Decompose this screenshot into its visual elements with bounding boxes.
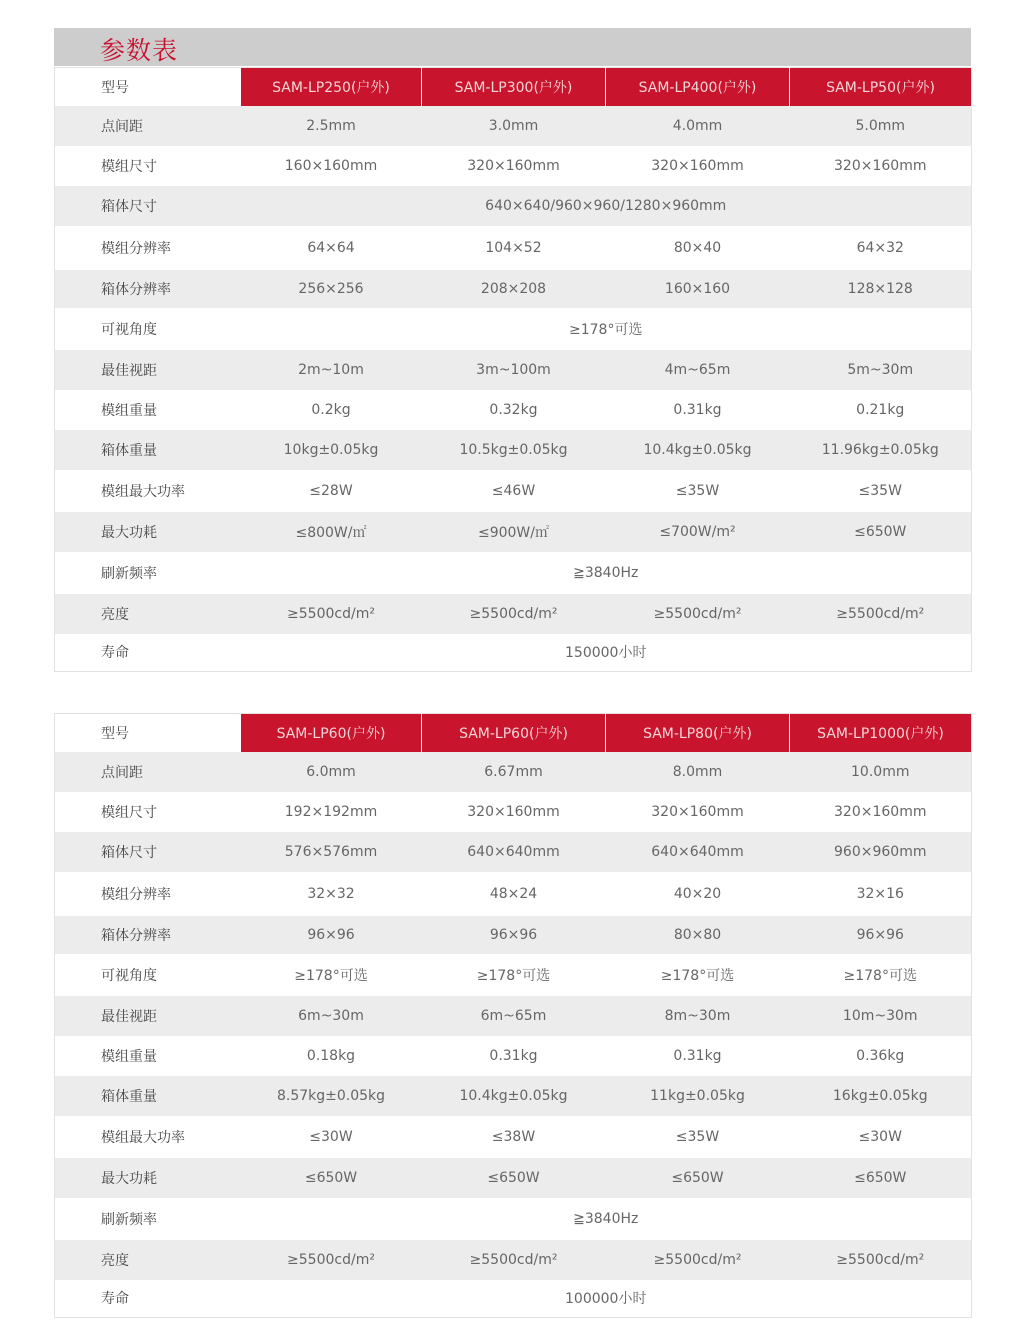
value-cell: 320×160mm bbox=[606, 792, 790, 832]
value-cell: 10.4kg±0.05kg bbox=[606, 430, 790, 470]
value-cell: 32×16 bbox=[790, 872, 972, 916]
table-row bbox=[55, 350, 972, 390]
row-label: 模组重量 bbox=[55, 390, 241, 430]
value-cell: 32×32 bbox=[241, 872, 422, 916]
value-cell: 11.96kg±0.05kg bbox=[790, 430, 972, 470]
value-cell: 48×24 bbox=[422, 872, 606, 916]
value-cell: 0.18kg bbox=[241, 1036, 422, 1076]
value-cell: ≥178°可选 bbox=[790, 954, 972, 996]
table-row bbox=[55, 270, 972, 308]
value-cell: ≥5500cd/m² bbox=[790, 1240, 972, 1280]
value-cell: 64×32 bbox=[790, 226, 972, 270]
value-cell: ≤35W bbox=[606, 1116, 790, 1158]
value-cell: 3m~100m bbox=[422, 350, 606, 390]
table-row bbox=[55, 470, 972, 512]
value-cell: ≥178°可选 bbox=[422, 954, 606, 996]
value-cell: 8.0mm bbox=[606, 752, 790, 792]
header-label: 型号 bbox=[55, 68, 241, 106]
value-cell: 6.67mm bbox=[422, 752, 606, 792]
table-row bbox=[55, 1036, 972, 1076]
value-cell: 640×640mm bbox=[422, 832, 606, 872]
value-cell: 2m~10m bbox=[241, 350, 422, 390]
value-cell: 96×96 bbox=[790, 916, 972, 954]
value-cell: 80×80 bbox=[606, 916, 790, 954]
row-label: 亮度 bbox=[55, 1240, 241, 1280]
value-cell: 0.32kg bbox=[422, 390, 606, 430]
row-label: 箱体重量 bbox=[55, 1076, 241, 1116]
value-cell: 160×160 bbox=[606, 270, 790, 308]
row-label: 最大功耗 bbox=[55, 512, 241, 552]
table-row bbox=[55, 226, 972, 270]
table-row bbox=[55, 512, 972, 552]
value-cell: 10m~30m bbox=[790, 996, 972, 1036]
spec-table-1 bbox=[54, 67, 972, 672]
row-label: 箱体分辨率 bbox=[55, 916, 241, 954]
value-cell: ≥5500cd/m² bbox=[606, 594, 790, 634]
value-cell: 3.0mm bbox=[422, 106, 606, 146]
row-label: 模组最大功率 bbox=[55, 470, 241, 512]
value-cell: 0.31kg bbox=[606, 1036, 790, 1076]
value-cell: 4.0mm bbox=[606, 106, 790, 146]
value-cell: ≤650W bbox=[422, 1158, 606, 1198]
value-cell: 10.5kg±0.05kg bbox=[422, 430, 606, 470]
value-cell: ≤30W bbox=[241, 1116, 422, 1158]
value-cell: ≥178°可选 bbox=[241, 954, 422, 996]
row-label: 模组尺寸 bbox=[55, 146, 241, 186]
table-row bbox=[55, 106, 972, 146]
value-cell: 0.31kg bbox=[422, 1036, 606, 1076]
value-cell: 320×160mm bbox=[606, 146, 790, 186]
row-label: 刷新频率 bbox=[55, 552, 241, 594]
value-cell: 0.31kg bbox=[606, 390, 790, 430]
table-row bbox=[55, 594, 972, 634]
table-row bbox=[55, 390, 972, 430]
row-label: 最佳视距 bbox=[55, 350, 241, 390]
value-cell: ≥5500cd/m² bbox=[422, 594, 606, 634]
row-label: 箱体尺寸 bbox=[55, 832, 241, 872]
model-header: SAM-LP400(户外) bbox=[606, 68, 790, 106]
table-row bbox=[55, 954, 972, 996]
row-label: 最佳视距 bbox=[55, 996, 241, 1036]
row-label: 模组分辨率 bbox=[55, 872, 241, 916]
table-row bbox=[55, 552, 972, 594]
value-cell: 96×96 bbox=[241, 916, 422, 954]
model-header: SAM-LP60(户外) bbox=[241, 714, 422, 752]
table-row bbox=[55, 146, 972, 186]
table-row bbox=[55, 1280, 972, 1318]
row-label: 点间距 bbox=[55, 752, 241, 792]
value-cell: ≤700W/m² bbox=[606, 512, 790, 552]
table-row bbox=[55, 186, 972, 226]
row-label: 寿命 bbox=[55, 1280, 241, 1318]
merged-value-cell: ≥178°可选 bbox=[241, 308, 972, 350]
value-cell: ≤650W bbox=[790, 1158, 972, 1198]
value-cell: 192×192mm bbox=[241, 792, 422, 832]
value-cell: ≥5500cd/m² bbox=[790, 594, 972, 634]
value-cell: 0.2kg bbox=[241, 390, 422, 430]
model-header: SAM-LP60(户外) bbox=[422, 714, 606, 752]
value-cell: 320×160mm bbox=[790, 792, 972, 832]
value-cell: 11kg±0.05kg bbox=[606, 1076, 790, 1116]
row-label: 亮度 bbox=[55, 594, 241, 634]
row-label: 可视角度 bbox=[55, 308, 241, 350]
value-cell: 5.0mm bbox=[790, 106, 972, 146]
table-row bbox=[55, 634, 972, 672]
header-label: 型号 bbox=[55, 714, 241, 752]
table-row bbox=[55, 1116, 972, 1158]
value-cell: 640×640mm bbox=[606, 832, 790, 872]
value-cell: 8.57kg±0.05kg bbox=[241, 1076, 422, 1116]
value-cell: 160×160mm bbox=[241, 146, 422, 186]
value-cell: 6m~65m bbox=[422, 996, 606, 1036]
value-cell: ≤800W/㎡ bbox=[241, 512, 422, 552]
table-row bbox=[55, 752, 972, 792]
row-label: 模组重量 bbox=[55, 1036, 241, 1076]
merged-value-cell: 150000小时 bbox=[241, 634, 972, 672]
value-cell: 2.5mm bbox=[241, 106, 422, 146]
row-label: 模组最大功率 bbox=[55, 1116, 241, 1158]
value-cell: 576×576mm bbox=[241, 832, 422, 872]
merged-value-cell: ≧3840Hz bbox=[241, 1198, 972, 1240]
row-label: 模组分辨率 bbox=[55, 226, 241, 270]
model-header: SAM-LP300(户外) bbox=[422, 68, 606, 106]
table-row bbox=[55, 916, 972, 954]
row-label: 模组尺寸 bbox=[55, 792, 241, 832]
value-cell: 80×40 bbox=[606, 226, 790, 270]
table-row bbox=[55, 996, 972, 1036]
table-row bbox=[55, 308, 972, 350]
row-label: 可视角度 bbox=[55, 954, 241, 996]
merged-value-cell: ≧3840Hz bbox=[241, 552, 972, 594]
value-cell: 320×160mm bbox=[422, 792, 606, 832]
row-label: 箱体尺寸 bbox=[55, 186, 241, 226]
value-cell: 208×208 bbox=[422, 270, 606, 308]
value-cell: 0.36kg bbox=[790, 1036, 972, 1076]
row-label: 刷新频率 bbox=[55, 1198, 241, 1240]
value-cell: 104×52 bbox=[422, 226, 606, 270]
spec-table-2 bbox=[54, 713, 972, 1318]
value-cell: 10.0mm bbox=[790, 752, 972, 792]
value-cell: 960×960mm bbox=[790, 832, 972, 872]
table-row bbox=[55, 1198, 972, 1240]
value-cell: 320×160mm bbox=[422, 146, 606, 186]
value-cell: 320×160mm bbox=[790, 146, 972, 186]
value-cell: 96×96 bbox=[422, 916, 606, 954]
value-cell: ≥178°可选 bbox=[606, 954, 790, 996]
value-cell: ≥5500cd/m² bbox=[241, 1240, 422, 1280]
value-cell: 64×64 bbox=[241, 226, 422, 270]
value-cell: 16kg±0.05kg bbox=[790, 1076, 972, 1116]
row-label: 箱体分辨率 bbox=[55, 270, 241, 308]
value-cell: ≤28W bbox=[241, 470, 422, 512]
table-row bbox=[55, 1240, 972, 1280]
value-cell: 10.4kg±0.05kg bbox=[422, 1076, 606, 1116]
value-cell: ≥5500cd/m² bbox=[241, 594, 422, 634]
value-cell: 40×20 bbox=[606, 872, 790, 916]
value-cell: 10kg±0.05kg bbox=[241, 430, 422, 470]
row-label: 寿命 bbox=[55, 634, 241, 672]
page-title: 参数表 bbox=[100, 36, 179, 65]
model-header: SAM-LP80(户外) bbox=[606, 714, 790, 752]
row-label: 箱体重量 bbox=[55, 430, 241, 470]
value-cell: ≤30W bbox=[790, 1116, 972, 1158]
row-label: 最大功耗 bbox=[55, 1158, 241, 1198]
table-row bbox=[55, 1076, 972, 1116]
value-cell: ≤650W bbox=[241, 1158, 422, 1198]
value-cell: ≥5500cd/m² bbox=[422, 1240, 606, 1280]
table-row bbox=[55, 832, 972, 872]
value-cell: ≥5500cd/m² bbox=[606, 1240, 790, 1280]
value-cell: 8m~30m bbox=[606, 996, 790, 1036]
model-header: SAM-LP50(户外) bbox=[790, 68, 972, 106]
table-row bbox=[55, 792, 972, 832]
value-cell: ≤35W bbox=[606, 470, 790, 512]
table-row bbox=[55, 872, 972, 916]
row-label: 点间距 bbox=[55, 106, 241, 146]
value-cell: 0.21kg bbox=[790, 390, 972, 430]
value-cell: ≤46W bbox=[422, 470, 606, 512]
value-cell: ≤900W/㎡ bbox=[422, 512, 606, 552]
value-cell: ≤650W bbox=[606, 1158, 790, 1198]
value-cell: ≤35W bbox=[790, 470, 972, 512]
value-cell: 128×128 bbox=[790, 270, 972, 308]
value-cell: 256×256 bbox=[241, 270, 422, 308]
title-bar bbox=[54, 28, 971, 66]
value-cell: 6m~30m bbox=[241, 996, 422, 1036]
value-cell: 5m~30m bbox=[790, 350, 972, 390]
table-row bbox=[55, 430, 972, 470]
merged-value-cell: 640×640/960×960/1280×960mm bbox=[241, 186, 972, 226]
model-header: SAM-LP1000(户外) bbox=[790, 714, 972, 752]
value-cell: 4m~65m bbox=[606, 350, 790, 390]
value-cell: 6.0mm bbox=[241, 752, 422, 792]
merged-value-cell: 100000小时 bbox=[241, 1280, 972, 1318]
value-cell: ≤650W bbox=[790, 512, 972, 552]
model-header: SAM-LP250(户外) bbox=[241, 68, 422, 106]
value-cell: ≤38W bbox=[422, 1116, 606, 1158]
table-row bbox=[55, 1158, 972, 1198]
